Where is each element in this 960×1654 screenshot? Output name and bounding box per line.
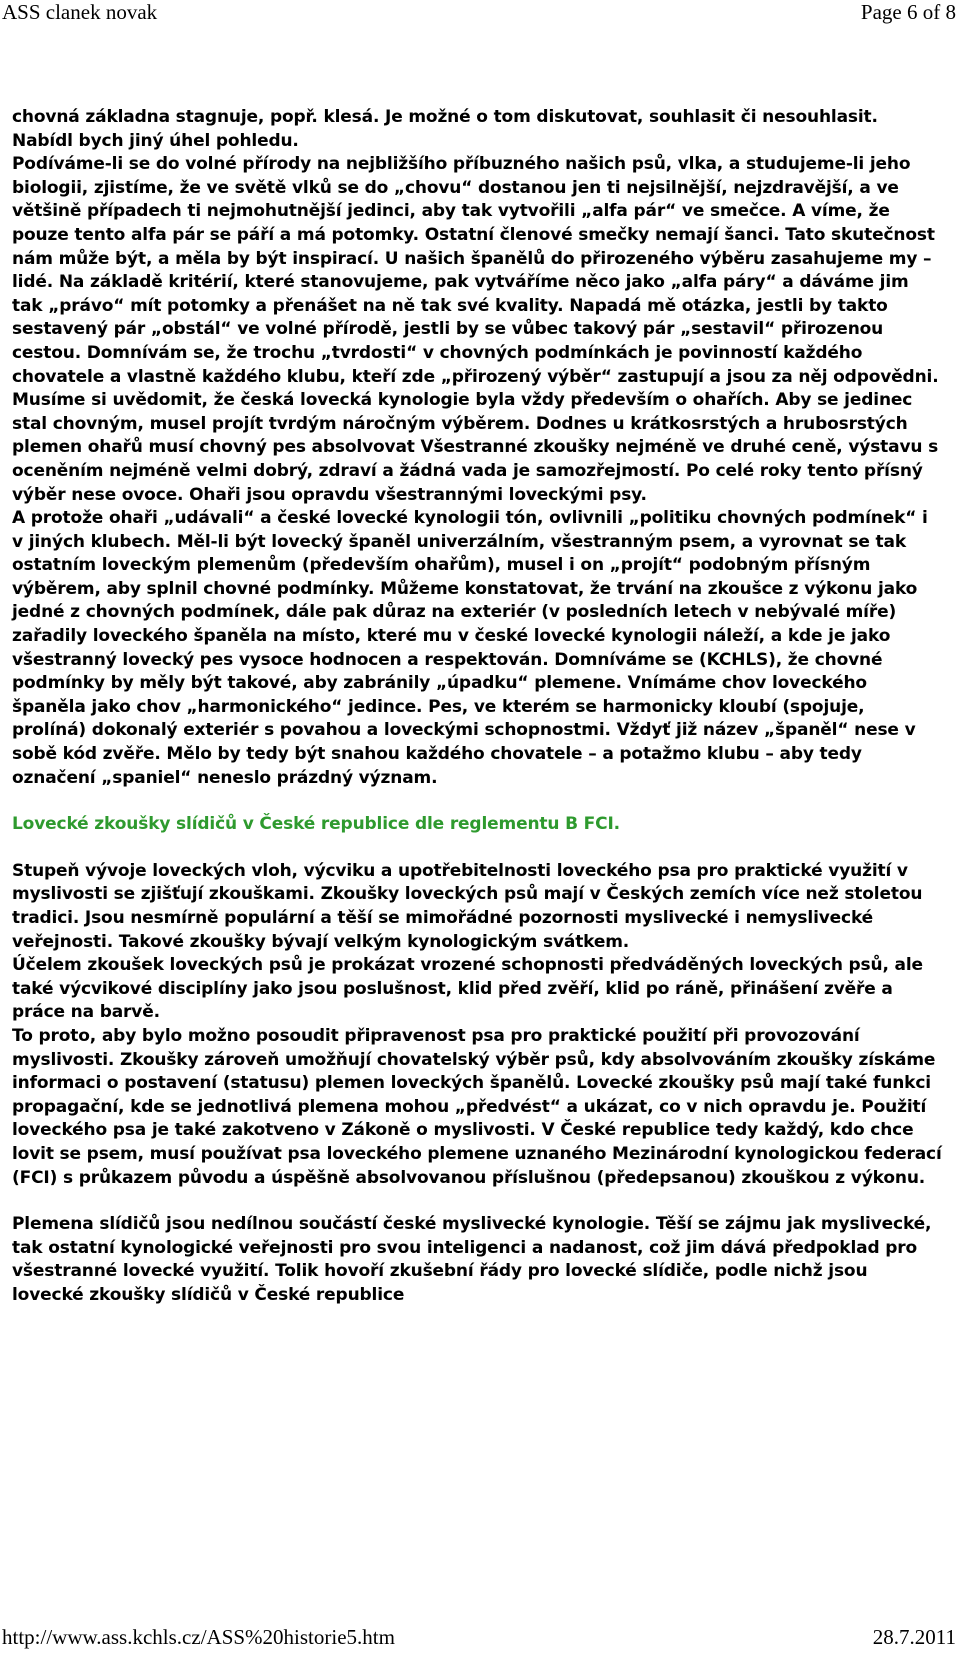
paragraph-8: To proto, aby bylo možno posoudit připravenost psa pro praktické použití při provozování myslivosti. Zkoušky zároveň umožňují chovatelský výběr psů, kdy absolvováním zkoušky získáme informaci o postavení (statusu) plemen loveckých španělů. Lovecké zkoušky psů mají také funkci propagační, kde se jednotlivá plemena mohou „předvést“ a ukázat, co v nich opravdu je. Použití loveckého psa je také zakotveno v Zákoně o myslivosti. V České republice tedy každý, kdo chce lovit se psem, musí používat psa loveckého plemene uznaného Mezinárodní kynologickou federací (FCI) s průkazem původu a úspěšně absolvovanou příslušnou (předepsanou) zkouškou z výkonu. (12, 1025, 942, 1188)
print-header (0, 0, 960, 30)
document-title: ASS clanek novak (2, 0, 158, 24)
article-body (12, 106, 942, 1308)
paragraph-1: chovná základna stagnuje, popř. klesá. Je možné o tom diskutovat, souhlasit či nesouhlasit. (12, 107, 878, 127)
paragraph-5: A protože ohaři „udávali“ a české lovecké kynologii tón, ovlivnili „politiku chovných podmínek“ i v jiných klubech. Měl-li být lovecký španěl univerzálním, všestranným psem, a vyrovnat se tak ostatním loveckým plemenům (především ohařům), musel i on „projít“ podobným přísným výběrem, aby splnil chovné podmínky. Můžeme konstatovat, že trvání na zkoušce z výkonu jako jedné z chovných podmínek, dále pak důraz na exteriér (v posledních letech v nebývalé míře) zařadily loveckého španěla na místo, které mu v české lovecké kynologii náleží, a kde je jako všestranný lovecký pes vysoce hodnocen a respektován. Domníváme se (KCHLS), že chovné podmínky by měly být takové, aby zabránily „úpadku“ plemene. Vnímáme chov loveckého španěla jako chov „harmonického“ jedince. Pes, ve kterém se harmonicky kloubí (spojuje, prolíná) dokonalý exteriér s povahou a loveckými schopnostmi. Vždyť již název „španěl“ nese v sobě kód zvěře. Mělo by tedy být snahou každého chovatele – a potažmo klubu – aby tedy označení „spaniel“ neneslo prázdný význam. (12, 508, 928, 788)
print-footer (0, 1625, 960, 1654)
source-url: http://www.ass.kchls.cz/ASS%20historie5.htm (2, 1625, 395, 1649)
paragraph-2: Nabídl bych jiný úhel pohledu. (12, 130, 299, 151)
paragraph-4: Musíme si uvědomit, že česká lovecká kynologie byla vždy především o ohařích. Aby se jedinec stal chovným, musel projít tvrdým náročným výběrem. Dodnes u krátkosrstých a hrubosrstých plemen ohařů musí chovný pes absolvovat Všestranné zkoušky nejméně ve druhé ceně, výstavu s oceněním nejméně velmi dobrý, zdraví a žádná vada je samozřejmostí. Po celé roky tento přísný výběr nese ovoce. Ohaři jsou opravdu všestrannými loveckými psy. (12, 390, 939, 505)
page-number: Page 6 of 8 (860, 0, 956, 24)
section-heading: Lovecké zkoušky slídičů v České republice dle reglementu B FCI. (12, 814, 620, 835)
paragraph-7: Účelem zkoušek loveckých psů je prokázat vrozené schopnosti předváděných loveckých psů, ale také výcvikové disciplíny jako jsou poslušnost, klid před zvěří, klid po ráně, přinášení zvěře a práce na barvě. (12, 955, 923, 1023)
paragraph-6: Stupeň vývoje loveckých vloh, výcviku a upotřebitelnosti loveckého psa pro praktické využití v myslivosti se zjišťují zkouškami. Zkoušky loveckých psů mají v Českých zemích více než stoletou tradici. Jsou nesmírně populární a těší se mimořádné pozornosti myslivecké i nemyslivecké veřejnosti. Takové zkoušky bývají velkým kynologickým svátkem. (12, 860, 923, 952)
print-date: 28.7.2011 (872, 1625, 956, 1649)
paragraph-9: Plemena slídičů jsou nedílnou součástí české myslivecké kynologie. Těší se zájmu jak myslivecké, tak ostatní kynologické veřejnosti pro svou inteligenci a nadanost, což jim dává předpoklad pro všestranné lovecké využití. Tolik hovoří zkušební řády pro lovecké slídiče, podle nichž jsou lovecké zkoušky slídičů v České republice (12, 1214, 932, 1305)
paragraph-3: Podíváme-li se do volné přírody na nejbližšího příbuzného našich psů, vlka, a studujeme-li jeho biologii, zjistíme, že ve světě vlků se do „chovu“ dostanou jen ti nejsilnější, nejzdravější, a ve většině případech ti nejmohutnější jedinci, aby tak vytvořili „alfa pár“ ve smečce. A víme, že pouze tento alfa pár se páří a má potomky. Ostatní členové smečky nemají šanci. Tato skutečnost nám může být, a měla by být inspirací. U našich španělů do přirozeného výběru zasahujeme my – lidé. Na základě kritérií, které stanovujeme, pak vytváříme něco jako „alfa páry“ a dáváme jim tak „právo“ mít potomky a přenášet na ně tak své kvality. Napadá mě otázka, jestli by takto sestavený pár „obstál“ ve volné přírodě, jestli by se vůbec takový pár „sestavil“ přirozenou cestou. Domnívám se, že trochu „tvrdosti“ v chovných podmínkách je povinností každého chovatele a vlastně každého klubu, kteří zde „přirozený výběr“ zastupují a jsou za něj odpovědni. (12, 154, 939, 387)
